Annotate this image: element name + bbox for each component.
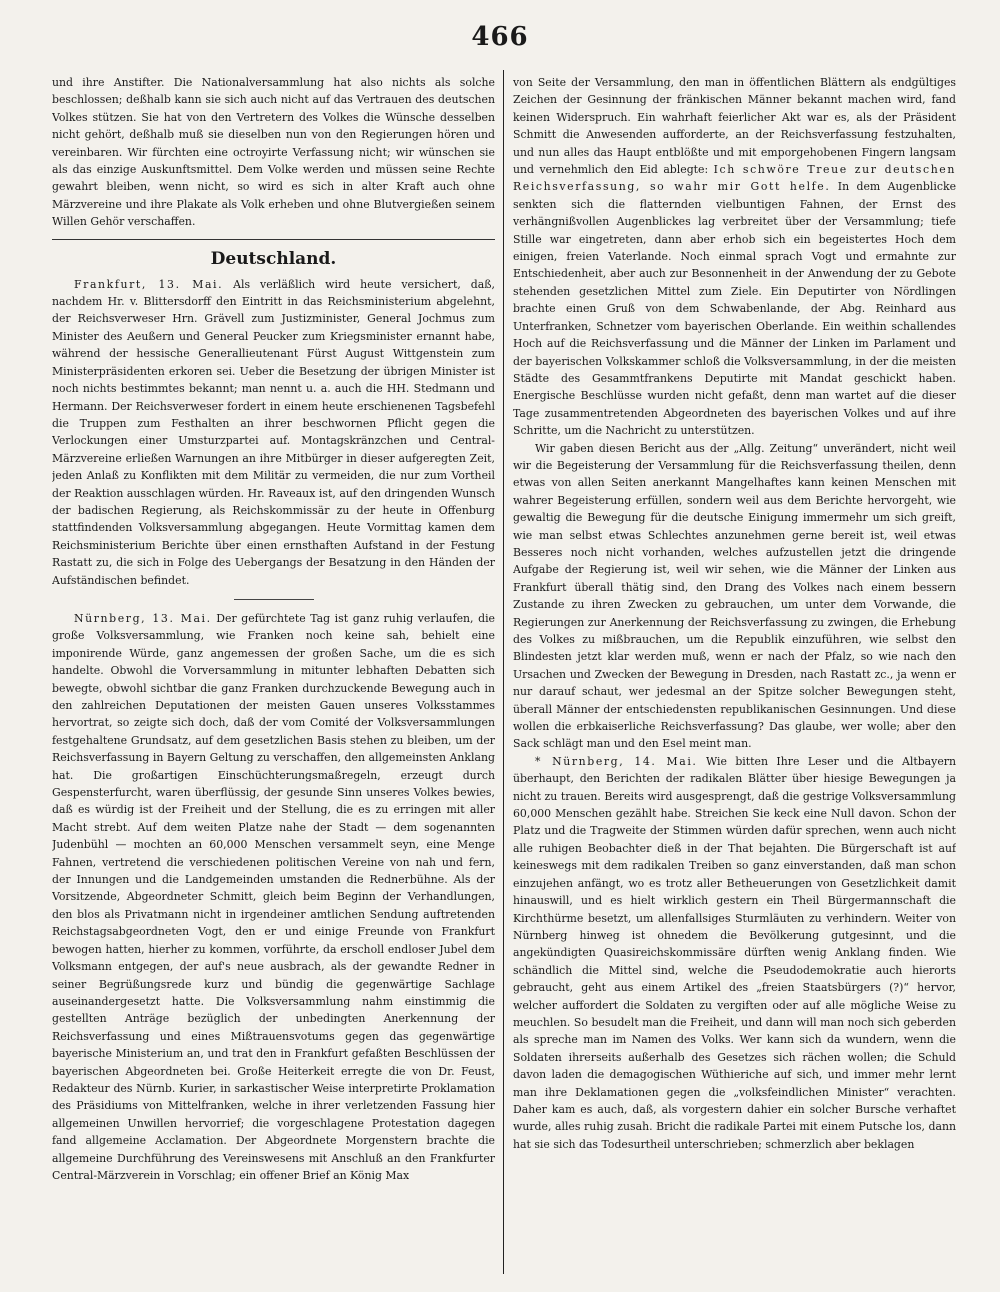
article-nuernberg-text: Der gefürchtete Tag ist ganz ruhig verlaufen, die große Volksversammlung, wie Franken noch keine sah, behielt eine imponirende Würde, ganz angemessen der großen Sache, um die es sich handelte. Obwohl die Vorversammlung in mitunter lebhaften Debatten sich bewegte, obwohl sichtbar die ganz Franken durchzuckende Bewegung auch in den zahlreichen Deputationen der meisten Gauen unseres Volksstammes hervortrat, so zeigte sich doch, daß der vom Comité der Volksversammlungen festgehaltene Grundsatz, auf dem gesetzlichen Basis stehen zu bleiben, um der Reichsverfassung in Bayern Geltung zu verschaffen, den allgemeinsten Anklang hat. Die großartigen Einschüchterungsmaßregeln, erzeugt durch Gespensterfurcht, waren überflüssig, der gesunde Sinn unseres Volkes bewies, daß es würdig ist der Freiheit und der Stellung, die es zu erringen mit aller Macht strebt. Auf dem weiten Platze nahe der Stadt — dem sogenannten Judenbühl — mochten an 60,000 Menschen versammelt seyn, eine Menge Fahnen, vertretend die verschiedenen politischen Vereine von nah und fern, der Innungen und die Landgemeinden umstanden die Rednerbühne. Als der Vorsitzende, Abgeordneter Schmitt, gleich beim Beginn der Verhandlungen, den blos als Privatmann nicht in irgendeiner amtlichen Sendung auftretenden Reichstagsabgeordneten Vogt, den er und einige Freunde von Frankfurt bewogen hatten, hierher zu kommen, vorführte, da erscholl endloser Jubel dem Volksmann entgegen, der auf's neue ausbrach, als der gewandte Redner in seiner Begrüßungsrede kurz und bündig die gegenwärtige Sachlage auseinandergesetzt hatte. Die Volksversammlung nahm einstimmig die gestellten Anträge bezüglich der unbedingten Anerkennung der Reichsverfassung und eines Mißtrauensvotums gegen das gegenwärtige bayerische Ministerium an, und trat den in Frankfurt gefaßten Beschlüssen der bayerischen Abgeordneten bei. Große Heiterkeit erregte die von Dr. Feust, Redakteur des Nürnb. Kurier, in sarkastischer Weise interpretirte Proklamation des Präsidiums von Mittelfranken, welche in ihrer verletzenden Fassung hier allgemeinen Unwillen hervorrief; die vorgeschlagene Protestation dagegen fand allgemeine Acclamation. Der Abgeordnete Morgenstern brachte die allgemeine Durchführung des Vereinswesens mit Anschluß an den Frankfurter Central-Märzverein in Vorschlag; ein offener Brief an König Max xyxy=(52,611,495,1182)
article-frankfurt-text: Als verläßlich wird heute versichert, daß, nachdem Hr. v. Blittersdorff den Eintritt in das Reichsministerium abgelehnt, der Reichsverweser Hrn. Grävell zum Justizminister, General Jochmus zum Minister des Aeußern und General Peucker zum Kriegsminister ernannt habe, während der hessische Generallieutenant Fürst August Wittgenstein zum Ministerpräsidenten erkoren sei. Ueber die Besetzung der übrigen Minister ist noch nichts bestimmtes bekannt; man nennt u. a. auch die HH. Stedmann und Hermann. Der Reichsverweser fordert in einem heute erschienenen Tagsbefehl die Truppen zum Festhalten an ihrer beschwornen Pflicht gegen die Verlockungen einer Umsturzpartei auf. Montagskränzchen und Central-Märzvereine erließen Warnungen an ihre Mitbürger in dieser aufgeregten Zeit, jeden Anlaß zu Konflikten mit dem Militär zu vermeiden, die nur zum Vortheil der Reaktion ausschlagen würden. Hr. Raveaux ist, auf den dringenden Wunsch der badischen Regierung, als Reichskommissär zu der heute in Offenburg stattfindenden Volksversammlung abgegangen. Heute Vormittag kamen dem Reichsministerium Berichte über einen ernsthaften Aufstand in der Festung Rastatt zu, die sich in Folge des Uebergangs der Besatzung in den Händen der Aufständischen befindet. xyxy=(52,277,495,587)
continuation-text: von Seite der Versammlung, den man in öffentlichen Blättern als endgültiges Zeichen der Gesinnung der fränkischen Männer bekannt machen wird, fand keinen Widerspruch. Ein wahrhaft feierlicher Akt war es, als der Präsident Schmitt die Anwesenden aufforderte, an der Reichsverfassung festzuhalten, und nun alles das Haupt entblößte und mit emporgehobenen Fingern langsam und vernehmlich den Eid ablegte: xyxy=(513,76,956,177)
dateline-frankfurt: Frankfurt, 13. Mai. xyxy=(74,277,224,291)
continuation-text-2: In dem Augenblicke senkten sich die flatternden vielbuntigen Fahnen, der Ernst des verhängnißvollen Augenblickes lag verbreitet über der Versammlung; tiefe Stille war eingetreten, dann aber erhob sich ein begeistertes Hoch dem einigen, freien Vaterlande. Noch einmal sprach Vogt und ermahnte zur Entschiedenheit, aber auch zur Besonnenheit in der Anwendung der zu Gebote stehenden gesetzlichen Mittel zum Ziele. Ein Deputirter von Nördlingen brachte einen Gruß von dem Schwabenlande, der Abg. Reinhard aus Unterfranken, Schnetzer vom bayerischen Oberlande. Ein weithin schallendes Hoch auf die Reichsverfassung und die Männer der Linken im Parlament und der bayerischen Volkskammer schloß die Volksversammlung, in der die meisten Städte des Gesammtfrankens Deputirte mit Mandat geschickt haben. Energische Beschlüsse wurden nicht gefaßt, denn man wartet auf die dieser Tage zusammentretenden Abgeordneten des bayerischen Volkes und auf ihre Schritte, um die Nachricht zu unterstützen. xyxy=(513,180,956,438)
article-nuernberg xyxy=(52,610,495,1184)
oath-text: Ich schwöre Treue zur deutschen Reichsverfassung, so wahr mir Gott helfe. xyxy=(513,163,956,194)
intro-paragraph: und ihre Anstifter. Die Nationalversammlung hat also nichts als solche beschlossen; deßhalb kann sie sich auch nicht auf das Vertrauen des deutschen Volkes stützen. Sie hat von den Vertretern des Volkes die Wünsche desselben nicht gehört, deßhalb muß sie dieselben nun von den Regierungen hören und vereinbaren. Wir fürchten eine octroyirte Verfassung nicht; wir wünschen sie als das einzige Auskunftsmittel. Dem Volke werden und müssen seine Rechte gewahrt bleiben, wenn nicht, so wird es sich in alter Kraft auch ohne Märzvereine und ihre Plakate als Volk erheben und ohne Blutvergießen seinem Willen Gehör verschaffen. xyxy=(52,76,495,229)
dateline-nuernberg: Nürnberg, 13. Mai. xyxy=(74,611,212,625)
right-column xyxy=(513,74,956,1274)
article-divider xyxy=(234,599,314,600)
article-nuernberg-2-text: Wie bitten Ihre Leser und die Altbayern überhaupt, den Berichten der radikalen Blätter über hiesige Bewegungen ja nicht zu trauen. Bereits wird ausgesprengt, daß die gestrige Volksversammlung 60,000 Menschen gezählt habe. Streichen Sie keck eine Null davon. Schon der Platz und die Tragweite der Stimmen würden dafür sprechen, wenn auch nicht alle ruhigen Beobachter dieß in der That bejahten. Die Bürgerschaft ist auf keineswegs mit dem radikalen Treiben so ganz einverstanden, daß man schon einzujehen anfängt, wo es trotz aller Betheuerungen von Gesetzlichkeit damit hinauswill, und es hielt wirklich gestern ein Theil Bürgermannschaft die Kirchthürme besetzt, um allenfallsiges Sturmläuten zu verhindern. Weiter von Nürnberg hinweg ist ohnedem die Bevölkerung gutgesinnt, und die angekündigten Quasireichskommissäre dürften wenig Anklang finden. Wie schändlich die Mittel sind, welche die Pseudodemokratie auch hierorts gebraucht, geht aus einem Artikel des „freien Staatsbürgers (?)“ hervor, welcher auffordert die Soldaten zu vergiften oder auf alle mögliche Weise zu meuchlen. So besudelt man die Freiheit, und dann will man noch sich geberden als spreche man im Namen des Volks. Wer kann sich da wundern, wenn die Soldaten ihrerseits außerhalb des Gesetzes sich rächen wollen; die Schuld davon laden die demagogischen Wüthieriche auf sich, und immer mehr lernt man ihre Deklamationen gegen die „volksfeindlichen Minister“ verachten. Daher kam es auch, daß, als vorgestern dahier ein solcher Bursche verhaftet wurde, alles ruhig zusah. Bricht die radikale Partei mit einem Putsche los, dann hat sie sich das Todesurtheil unterschrieben; schmerzlich aber beklagen xyxy=(513,754,956,1151)
article-frankfurt xyxy=(52,276,495,589)
page-number: 466 xyxy=(471,22,529,52)
section-divider xyxy=(52,239,495,240)
continued-paragraph xyxy=(513,74,956,440)
article-nuernberg-2 xyxy=(513,753,956,1153)
editorial-commentary: Wir gaben diesen Bericht aus der „Allg. Zeitung“ unverändert, nicht weil wir die Begeisterung der Versammlung für die Reichsverfassung theilen, denn etwas von allen Seiten anerkannt Mangelhaftes kann keinen Menschen mit wahrer Begeisterung erfüllen, sondern weil aus dem Berichte hervorgeht, wie gewaltig die Bewegung für die deutsche Einigung immermehr um sich greift, wie man selbst etwas Schlechtes anzunehmen gerne bereit ist, weil etwas Besseres noch nicht vorhanden, welches aufzustellen jetzt die dringende Aufgabe der Regierung ist, weil wir sehen, wie die Männer der Linken aus Frankfurt überall thätig sind, den Drang des Volkes nach einem bessern Zustande zu ihren Zwecken zu gebrauchen, um unter dem Vorwande, die Regierungen zur Anerkennung der Reichsverfassung zu zwingen, die Erhebung des Volkes zu mißbrauchen, um die Republik einzuführen, wie selbst den Blindesten jetzt klar werden muß, wenn er nach der Pfalz, so wie nach den Ursachen und Zwecken der Bewegung in Dresden, nach Rastatt zc., ja wenn er nur darauf schaut, wer jedesmal an der Spitze solcher Bewegungen steht, überall Männer der entschiedensten republikanischen Gesinnungen. Und diese wollen die erbkaiserliche Reichsverfassung? Das glaube, wer wolle; aber den Sack schlägt man und den Esel meint man. xyxy=(513,441,956,751)
dateline-nuernberg-2: * Nürnberg, 14. Mai. xyxy=(535,754,698,768)
section-heading: Deutschland. xyxy=(210,248,337,269)
left-column xyxy=(52,74,495,1274)
column-divider xyxy=(503,70,504,1274)
